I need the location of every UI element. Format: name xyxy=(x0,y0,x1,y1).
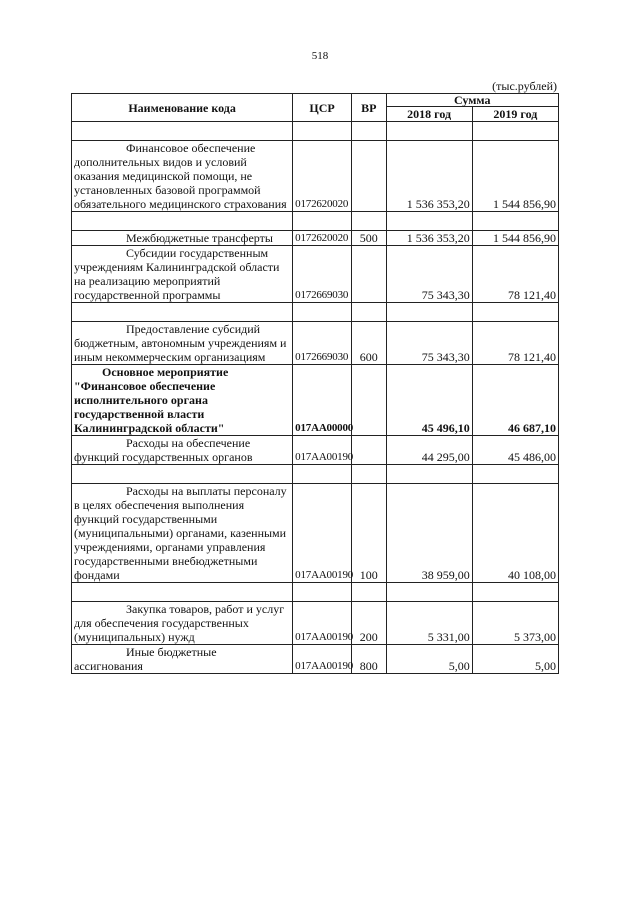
row-sum-2018: 1 536 353,20 xyxy=(386,231,472,246)
row-name: Межбюджетные трансферты xyxy=(72,231,293,246)
row-name: Финансовое обеспечение дополнительных видов и условий оказания медицинской помощи, не установленных базовой программой обязательного медицинского страхования xyxy=(72,141,293,212)
table-row xyxy=(72,436,559,465)
row-vr: 200 xyxy=(352,602,386,645)
row-csr: 0172620020 xyxy=(293,141,352,212)
table-row xyxy=(72,484,559,583)
row-vr: 800 xyxy=(352,645,386,674)
table-spacer xyxy=(72,303,559,322)
table-spacer xyxy=(72,583,559,602)
row-csr: 0172620020 xyxy=(293,231,352,246)
row-csr: 017АА00190 xyxy=(293,645,352,674)
row-sum-2019: 5,00 xyxy=(472,645,558,674)
row-sum-2018: 45 496,10 xyxy=(386,365,472,436)
row-vr: 500 xyxy=(352,231,386,246)
row-name: Субсидии государственным учреждениям Калининградской области на реализацию мероприятий государственной программы xyxy=(72,246,293,303)
row-vr xyxy=(352,365,386,436)
row-sum-2019: 78 121,40 xyxy=(472,246,558,303)
row-sum-2019: 46 687,10 xyxy=(472,365,558,436)
header-year-2018: 2018 год xyxy=(386,107,472,122)
row-csr: 0172669030 xyxy=(293,322,352,365)
row-name: Расходы на выплаты персоналу в целях обеспечения выполнения функций государственными (муниципальными) органами, казенными учреждениями, органами управления государственными внебюджетными фондами xyxy=(72,484,293,583)
row-sum-2018: 75 343,30 xyxy=(386,246,472,303)
row-name: Основное мероприятие "Финансовое обеспечение исполнительного органа государственной власти Калининградской области" xyxy=(72,365,293,436)
row-sum-2019: 40 108,00 xyxy=(472,484,558,583)
table-spacer xyxy=(72,212,559,231)
row-name: Иные бюджетные ассигнования xyxy=(72,645,293,674)
table-row xyxy=(72,602,559,645)
row-csr: 017АА00190 xyxy=(293,436,352,465)
row-vr: 100 xyxy=(352,484,386,583)
page-number: 518 xyxy=(311,50,329,62)
row-name: Предоставление субсидий бюджетным, автономным учреждениям и иным некоммерческим организациям xyxy=(72,322,293,365)
table-spacer xyxy=(72,122,559,141)
units-label: (тыс.рублей) xyxy=(492,79,557,93)
table-spacer xyxy=(72,465,559,484)
row-sum-2018: 75 343,30 xyxy=(386,322,472,365)
row-sum-2019: 1 544 856,90 xyxy=(472,141,558,212)
row-sum-2018: 1 536 353,20 xyxy=(386,141,472,212)
row-csr: 017АА00000 xyxy=(293,365,352,436)
header-csr: ЦСР xyxy=(293,94,352,122)
header-name: Наименование кода xyxy=(72,94,293,122)
row-vr: 600 xyxy=(352,322,386,365)
row-sum-2018: 38 959,00 xyxy=(386,484,472,583)
budget-table xyxy=(71,93,559,674)
row-vr xyxy=(352,436,386,465)
table-row xyxy=(72,645,559,674)
row-vr xyxy=(352,141,386,212)
row-name: Закупка товаров, работ и услуг для обеспечения государственных (муниципальных) нужд xyxy=(72,602,293,645)
table-row xyxy=(72,231,559,246)
row-csr: 017АА00190 xyxy=(293,484,352,583)
row-sum-2018: 5,00 xyxy=(386,645,472,674)
row-sum-2018: 5 331,00 xyxy=(386,602,472,645)
row-vr xyxy=(352,246,386,303)
row-sum-2019: 1 544 856,90 xyxy=(472,231,558,246)
header-vr: ВР xyxy=(352,94,386,122)
row-sum-2019: 5 373,00 xyxy=(472,602,558,645)
table-row-main-event xyxy=(72,365,559,436)
row-sum-2019: 78 121,40 xyxy=(472,322,558,365)
header-sum: Сумма xyxy=(386,94,559,107)
table-row xyxy=(72,141,559,212)
row-sum-2019: 45 486,00 xyxy=(472,436,558,465)
row-sum-2018: 44 295,00 xyxy=(386,436,472,465)
row-csr: 0172669030 xyxy=(293,246,352,303)
table-row xyxy=(72,246,559,303)
row-csr: 017АА00190 xyxy=(293,602,352,645)
header-year-2019: 2019 год xyxy=(472,107,558,122)
row-name: Расходы на обеспечение функций государственных органов xyxy=(72,436,293,465)
table-row xyxy=(72,322,559,365)
